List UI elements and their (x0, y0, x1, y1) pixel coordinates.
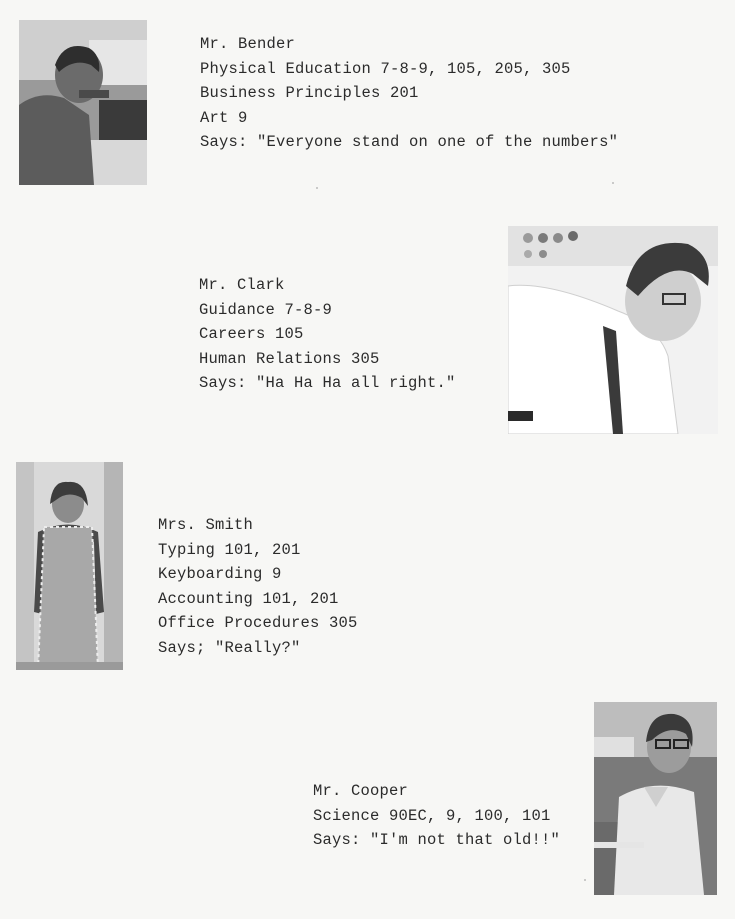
teacher-name: Mr. Bender (200, 35, 296, 53)
bio-mrs-smith (158, 513, 358, 660)
course-line: Office Procedures 305 (158, 614, 358, 632)
course-line: Accounting 101, 201 (158, 589, 339, 608)
paper-speck (584, 879, 586, 881)
photo-mr-clark (508, 226, 718, 434)
course-line: Business Principles 201 (200, 84, 419, 102)
teacher-name: Mr. Cooper (313, 782, 409, 800)
teacher-quote: Says: "I'm not that old!!" (313, 831, 561, 849)
teacher-quote: Says; "Really?" (158, 638, 301, 657)
teacher-quote: Says: "Ha Ha Ha all right." (199, 374, 456, 392)
course-line: Art 9 (200, 108, 248, 127)
photo-mrs-smith (16, 462, 123, 670)
course-line: Typing 101, 201 (158, 540, 301, 559)
bio-mr-clark (199, 273, 456, 396)
bio-mr-cooper (313, 779, 560, 853)
teacher-quote: Says: "Everyone stand on one of the numbers" (200, 133, 619, 151)
course-line: Keyboarding 9 (158, 565, 282, 583)
paper-speck (316, 187, 318, 189)
photo-mr-bender (19, 20, 147, 185)
teacher-name: Mrs. Smith (158, 516, 254, 534)
paper-speck (612, 182, 614, 184)
course-line: Science 90EC, 9, 100, 101 (313, 806, 551, 825)
photo-mr-cooper (594, 702, 717, 895)
course-line: Careers 105 (199, 325, 304, 343)
course-line: Physical Education 7-8-9, 105, 205, 305 (200, 59, 571, 78)
teacher-name: Mr. Clark (199, 276, 285, 294)
bio-mr-bender (200, 32, 618, 155)
course-line: Human Relations 305 (199, 349, 380, 368)
course-line: Guidance 7-8-9 (199, 300, 333, 319)
